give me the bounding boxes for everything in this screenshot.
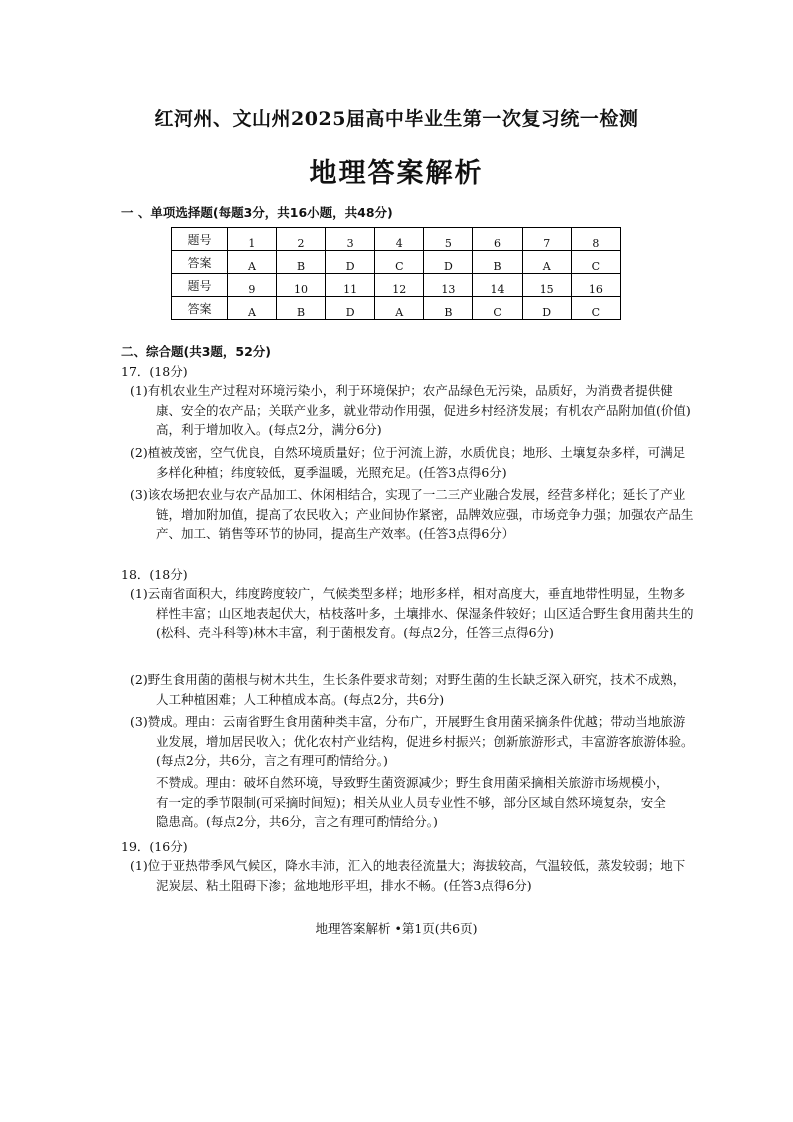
question-number: 2 xyxy=(276,228,325,251)
table-row xyxy=(172,251,621,274)
row-label: 答案 xyxy=(172,297,228,320)
table-row xyxy=(172,297,621,320)
question-19-label: 19．(16分) xyxy=(121,839,188,854)
table-row xyxy=(172,274,621,297)
answer-cell: D xyxy=(326,297,375,320)
answer-cell: C xyxy=(375,251,424,274)
q18-answer-1: (1)云南省面积大，纬度跨度较广，气候类型多样；地形多样，相对高度大，垂直地带性明显，生物多样性丰富；山区地表起伏大，枯枝落叶多，土壤排水、保湿条件较好；山区适合野生食用菌共生的(松科、壳斗科等)林木丰富，利于菌根发育。(每点2分，任答三点得6分) xyxy=(130,586,694,641)
q17-answer-3: (3)该农场把农业与农产品加工、休闲相结合，实现了一二三产业融合发展，经营多样化；延长了产业链，增加附加值，提高了农民收入；产业间协作紧密，品牌效应强，市场竞争力强；加强农产品生产、加工、销售等环节的协同，提高生产效率。(任答3点得6分） xyxy=(130,487,694,542)
question-number: 14 xyxy=(473,274,522,297)
answer-cell: C xyxy=(473,297,522,320)
q19-answer-1: (1)位于亚热带季风气候区，降水丰沛，汇入的地表径流量大；海拔较高，气温较低，蒸发较弱；地下泥炭层、粘土阻碍下渗；盆地地形平坦，排水不畅。(任答3点得6分) xyxy=(130,858,686,893)
question-number: 5 xyxy=(424,228,473,251)
answer-cell: D xyxy=(424,251,473,274)
question-number: 4 xyxy=(375,228,424,251)
answer-cell: B xyxy=(276,297,325,320)
answer-cell: A xyxy=(227,251,276,274)
page-footer: 地理答案解析 •第1页(共6页) xyxy=(315,921,478,936)
question-number: 15 xyxy=(522,274,571,297)
row-label: 题号 xyxy=(172,228,228,251)
answer-cell: B xyxy=(276,251,325,274)
table-row xyxy=(172,228,621,251)
answer-cell: A xyxy=(522,251,571,274)
answer-cell: D xyxy=(326,251,375,274)
question-number: 3 xyxy=(326,228,375,251)
question-number: 16 xyxy=(571,274,620,297)
answer-cell: A xyxy=(227,297,276,320)
document-title: 红河州、文山州2025届高中毕业生第一次复习统一检测 xyxy=(154,108,639,130)
q18-answer-3: (3)赞成。理由：云南省野生食用菌种类丰富，分布广，开展野生食用菌采摘条件优越；带动当地旅游业发展，增加居民收入；优化农村产业结构，促进乡村振兴；创新旅游形式，丰富游客旅游体验。(每点2分，共6分，言之有理可酌情给分。) xyxy=(130,714,694,769)
question-18-label: 18．(18分) xyxy=(121,567,188,582)
answer-cell: B xyxy=(473,251,522,274)
answer-table xyxy=(171,227,621,320)
answer-cell: C xyxy=(571,297,620,320)
answer-cell: B xyxy=(424,297,473,320)
question-number: 1 xyxy=(227,228,276,251)
answer-cell: A xyxy=(375,297,424,320)
q18-answer-4: 不赞成。理由：破坏自然环境，导致野生菌资源减少；野生食用菌采摘相关旅游市场规模小，有一定的季节限制(可采摘时间短)；相关从业人员专业性不够，部分区域自然环境复杂，安全隐患高。(每点2分，共6分，言之有理可酌情给分。) xyxy=(156,775,669,830)
question-number: 9 xyxy=(227,274,276,297)
row-label: 答案 xyxy=(172,251,228,274)
answer-cell: D xyxy=(522,297,571,320)
document-subtitle: 地理答案解析 xyxy=(309,158,484,189)
row-label: 题号 xyxy=(172,274,228,297)
q18-answer-2: (2)野生食用菌的菌根与树木共生，生长条件要求苛刻；对野生菌的生长缺乏深入研究，技术不成熟，人工种植困难；人工种植成本高。(每点2分，共6分) xyxy=(130,672,686,707)
question-17-label: 17．(18分) xyxy=(121,364,188,379)
question-number: 12 xyxy=(375,274,424,297)
question-number: 7 xyxy=(522,228,571,251)
question-number: 13 xyxy=(424,274,473,297)
question-number: 10 xyxy=(276,274,325,297)
section-2-heading: 二、综合题(共3题，52分) xyxy=(121,344,272,359)
section-1-heading: 一 、单项选择题(每题3分，共16小题，共48分) xyxy=(121,205,393,220)
question-number: 8 xyxy=(571,228,620,251)
q17-answer-2: (2)植被茂密，空气优良，自然环境质量好；位于河流上游，水质优良；地形、土壤复杂多样，可满足多样化种植；纬度较低，夏季温暖，光照充足。(任答3点得6分) xyxy=(130,445,686,480)
question-number: 11 xyxy=(326,274,375,297)
answer-cell: C xyxy=(571,251,620,274)
question-number: 6 xyxy=(473,228,522,251)
q17-answer-1: (1)有机农业生产过程对环境污染小，利于环境保护；农产品绿色无污染，品质好，为消费者提供健康、安全的农产品；关联产业多，就业带动作用强，促进乡村经济发展；有机农产品附加值(价值)高，利于增加收入。(每点2分，满分6分) xyxy=(130,383,691,438)
